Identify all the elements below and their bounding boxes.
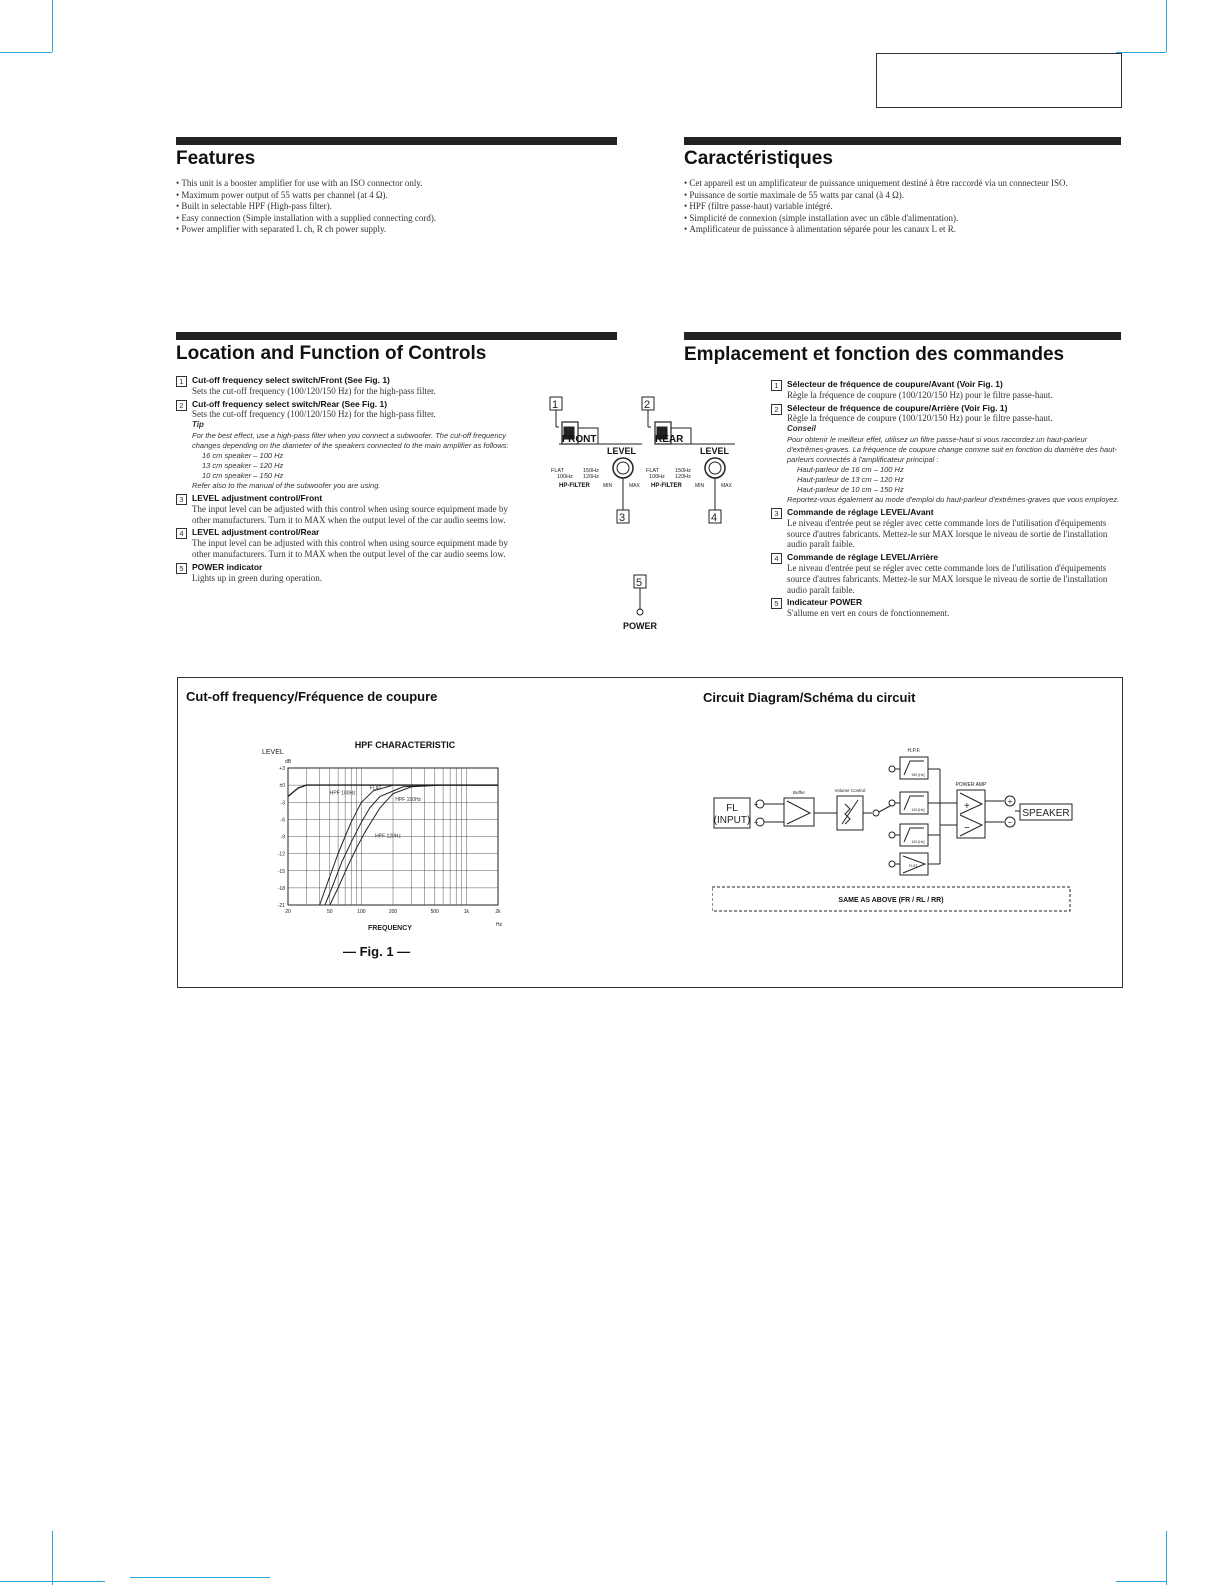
buffer-label: Buffer	[793, 790, 805, 795]
control-title: Commande de réglage LEVEL/Avant	[787, 506, 934, 517]
series-label: HPF 100Hz	[329, 790, 356, 797]
front-label: FRONT	[562, 434, 597, 445]
x-tick-label: 20	[285, 909, 291, 915]
features-heading: Features	[176, 148, 256, 169]
y-tick-label: -6	[280, 817, 285, 824]
f100-label: 100 [Hz]	[911, 840, 925, 844]
x-tick-label: 50	[327, 909, 333, 915]
f120-label: 120Hz	[583, 474, 599, 480]
rear-label: REAR	[655, 434, 684, 445]
callout-number-2: 2	[644, 399, 651, 411]
x-tick-label: 500	[430, 909, 439, 915]
hp-filter-label: HP-FILTER	[651, 483, 682, 489]
list-item	[176, 527, 521, 559]
list-item: • This unit is a booster amplifier for use with an ISO connector only.	[176, 178, 616, 190]
f100-label: 100Hz	[557, 474, 573, 480]
series-label: HPF 150Hz	[395, 797, 422, 804]
input-label-line1: FL	[726, 803, 738, 814]
list-item: • Easy connection (Simple installation with a supplied connecting cord).	[176, 213, 616, 225]
control-panel-diagram	[545, 392, 765, 642]
callout-number: 3	[771, 508, 782, 519]
model-number-box	[876, 53, 1122, 108]
minus-icon: −	[1007, 818, 1013, 827]
y-tick-label: ±0	[279, 783, 285, 790]
control-title: LEVEL adjustment control/Front	[192, 492, 323, 503]
list-item	[176, 493, 521, 525]
same-as-above-label: SAME AS ABOVE (FR / RL / RR)	[838, 897, 944, 904]
y-axis-unit: dB	[285, 759, 292, 765]
list-item	[176, 562, 521, 584]
volume-control-label: Volume Control	[834, 788, 866, 793]
tip-text: Pour obtenir le meilleur effet, utilisez un filtre passe-haut si vous raccordez un haut-parleur d'extrêmes-graves. La fréquence de coupure change comme suit en fonction du diamètre des haut-parleurs connectés à l'amplificateur principal :	[787, 434, 1117, 464]
y-tick-label: -12	[277, 851, 285, 858]
callout-number: 2	[176, 400, 187, 411]
x-tick-label: 2k	[495, 909, 501, 915]
controls-heading: Location and Function of Controls	[176, 343, 487, 364]
plus-icon: +	[964, 801, 970, 812]
hpf-label: H.P.F.	[907, 748, 921, 754]
f150-label: 150Hz	[675, 468, 691, 474]
tip-line: Haut-parleur de 13 cm – 120 Hz	[797, 474, 904, 484]
series-label: FLAT	[369, 785, 382, 792]
list-item: • Puissance de sortie maximale de 55 watts par canal (à 4 Ω).	[684, 190, 1120, 202]
tip-line: 13 cm speaker – 120 Hz	[202, 460, 284, 470]
callout-number-3: 3	[619, 512, 626, 524]
crop-mark	[130, 1577, 270, 1578]
circuit-title: Circuit Diagram/Schéma du circuit	[703, 690, 916, 705]
flat-label: FLAT	[909, 864, 918, 868]
plus-icon: +	[1007, 797, 1013, 806]
callout-number: 3	[176, 494, 187, 505]
circuit-diagram	[712, 740, 1087, 925]
section-rule	[176, 137, 617, 145]
list-item	[771, 379, 1121, 401]
crop-mark	[1166, 1531, 1167, 1585]
control-desc: Le niveau d'entrée peut se régler avec cette commande lors de l'utilisation d'équipements source d'autres fabricants. Mettez-le sur MAX lorsque le niveau de sortie de l'installation audio paraît faible.	[787, 517, 1108, 550]
f100-label: 100Hz	[649, 474, 665, 480]
f150-label: 150Hz	[583, 468, 599, 474]
speaker-label: SPEAKER	[1022, 808, 1070, 819]
minus-icon: −	[753, 818, 759, 827]
control-title: Sélecteur de fréquence de coupure/Arrière (Voir Fig. 1)	[787, 402, 1008, 413]
control-desc: Règle la fréquence de coupure (100/120/150 Hz) pour le filtre passe-haut.	[787, 413, 1053, 424]
power-label: POWER	[623, 621, 658, 631]
x-tick-label: 200	[388, 909, 398, 915]
x-axis-unit: Hz	[496, 922, 503, 928]
hp-filter-label: HP-FILTER	[559, 483, 590, 489]
control-desc: S'allume en vert en cours de fonctionnement.	[787, 608, 950, 619]
caracteristiques-list	[684, 178, 1120, 236]
y-tick-label: -9	[280, 834, 285, 841]
control-desc: Sets the cut-off frequency (100/120/150 Hz) for the high-pass filter.	[192, 385, 436, 396]
crop-mark	[1116, 52, 1166, 53]
plus-icon: +	[753, 800, 759, 809]
list-item: • Cet appareil est un amplificateur de puissance uniquement destiné à être raccordé via un connecteur ISO.	[684, 178, 1120, 190]
min-label: MIN	[695, 483, 705, 489]
tip-note: Refer also to the manual of the subwoofer you are using.	[192, 480, 381, 490]
callout-number: 4	[771, 553, 782, 564]
tip-note: Reportez-vous également au mode d'emploi du haut-parleur d'extrêmes-graves que vous employez.	[787, 494, 1120, 504]
control-desc: The input level can be adjusted with this control when using source equipment made by other manufacturers. Turn it to MAX when the output level of the car audio seems low.	[192, 503, 508, 525]
callout-number: 2	[771, 404, 782, 415]
list-item	[771, 403, 1121, 505]
list-item: • Amplificateur de puissance à alimentation séparée pour les canaux L et R.	[684, 224, 1120, 236]
x-tick-label: 1k	[463, 909, 470, 915]
hpf-chart	[250, 730, 520, 970]
crop-mark	[1166, 0, 1167, 52]
max-label: MAX	[721, 483, 732, 489]
control-title: Commande de réglage LEVEL/Arrière	[787, 552, 939, 563]
list-item: • HPF (filtre passe-haut) variable intégré.	[684, 201, 1120, 213]
control-title: Cut-off frequency select switch/Front (See Fig. 1)	[192, 375, 390, 385]
section-rule	[684, 332, 1121, 340]
control-title: LEVEL adjustment control/Rear	[192, 527, 320, 538]
control-desc: Lights up in green during operation.	[192, 572, 322, 583]
y-tick-label: -15	[277, 868, 285, 875]
crop-mark	[52, 1531, 53, 1585]
callout-number-4: 4	[711, 512, 718, 524]
commandes-list	[771, 379, 1121, 621]
x-axis-label: FREQUENCY	[368, 925, 412, 932]
power-amp-label: POWER AMP	[955, 782, 987, 788]
list-item	[771, 597, 1121, 619]
tip-label: Conseil	[787, 424, 816, 434]
tip-line: 16 cm speaker – 100 Hz	[202, 450, 284, 460]
list-item	[176, 375, 521, 397]
minus-icon: −	[964, 823, 970, 834]
commandes-heading: Emplacement et fonction des commandes	[684, 344, 1065, 365]
crop-mark	[0, 1581, 105, 1582]
callout-number: 4	[176, 528, 187, 539]
tip-line: Haut-parleur de 10 cm – 150 Hz	[797, 484, 904, 494]
features-list	[176, 178, 616, 236]
control-title: Sélecteur de fréquence de coupure/Avant (Voir Fig. 1)	[787, 379, 1003, 389]
control-desc: The input level can be adjusted with this control when using source equipment made by other manufacturers. Turn it to MAX when the output level of the car audio seems low.	[192, 538, 508, 559]
max-label: MAX	[629, 483, 640, 489]
input-label-line2: (INPUT)	[713, 815, 751, 826]
crop-mark	[52, 0, 53, 52]
x-tick-label: 100	[357, 909, 366, 915]
cutoff-title: Cut-off frequency/Fréquence de coupure	[186, 689, 438, 704]
crop-mark	[1116, 1581, 1166, 1582]
list-item	[771, 552, 1121, 595]
volume-control-box	[837, 796, 863, 830]
list-item: • Power amplifier with separated L ch, R ch power supply.	[176, 224, 616, 236]
list-item	[176, 399, 521, 491]
f150-label: 150 [Hz]	[911, 773, 925, 777]
section-rule	[684, 137, 1121, 145]
callout-number: 5	[176, 563, 187, 574]
y-tick-label: +3	[279, 766, 285, 772]
crop-mark	[0, 52, 52, 53]
y-axis-label: LEVEL	[262, 749, 284, 756]
figure-label: — Fig. 1 —	[343, 944, 411, 959]
list-item: • Maximum power output of 55 watts per channel (at 4 Ω).	[176, 190, 616, 202]
level-front-label: LEVEL	[607, 446, 637, 456]
f120-label: 120Hz	[675, 474, 691, 480]
control-title: Indicateur POWER	[787, 597, 863, 608]
flat-label: FLAT	[551, 468, 565, 474]
list-item: • Simplicité de connexion (simple installation avec un câble d'alimentation).	[684, 213, 1120, 225]
min-label: MIN	[603, 483, 613, 489]
tip-line: Haut-parleur de 16 cm – 100 Hz	[797, 464, 904, 474]
control-desc: Sets the cut-off frequency (100/120/150 Hz) for the high-pass filter.	[192, 409, 436, 420]
chart-title: HPF CHARACTERISTIC	[354, 740, 456, 750]
control-desc: Règle la fréquence de coupure (100/120/150 Hz) pour le filtre passe-haut.	[787, 389, 1053, 400]
control-desc: Le niveau d'entrée peut se régler avec cette commande lors de l'utilisation d'équipements source d'autres fabricants. Mettez-le sur MAX lorsque le niveau de sortie de l'installation audio paraît faible.	[787, 562, 1108, 595]
y-tick-label: -3	[280, 800, 285, 807]
controls-list	[176, 375, 521, 585]
list-item	[771, 507, 1121, 550]
level-rear-label: LEVEL	[700, 446, 730, 456]
callout-number: 1	[176, 376, 187, 387]
callout-number: 5	[771, 598, 782, 609]
tip-label: Tip	[192, 420, 204, 430]
tip-text: For the best effect, use a high-pass filter when you connect a subwoofer. The cut-off frequency changes depending on the diameter of the speakers connected to the main amplifier as follows:	[192, 430, 509, 450]
callout-number: 1	[771, 380, 782, 391]
list-item: • Built in selectable HPF (High-pass filter).	[176, 201, 616, 213]
tip-line: 10 cm speaker – 150 Hz	[202, 470, 284, 480]
callout-number-1: 1	[552, 399, 559, 411]
callout-number-5: 5	[636, 577, 643, 589]
caracteristiques-heading: Caractéristiques	[684, 148, 833, 169]
control-title: POWER indicator	[192, 561, 263, 572]
series-label: HPF 120Hz	[375, 833, 401, 840]
control-title: Cut-off frequency select switch/Rear (See Fig. 1)	[192, 398, 388, 409]
f120-label: 120 [Hz]	[911, 808, 925, 812]
section-rule	[176, 332, 617, 340]
flat-label: FLAT	[646, 468, 660, 474]
y-tick-label: -18	[277, 885, 285, 892]
y-tick-label: -21	[277, 903, 285, 909]
